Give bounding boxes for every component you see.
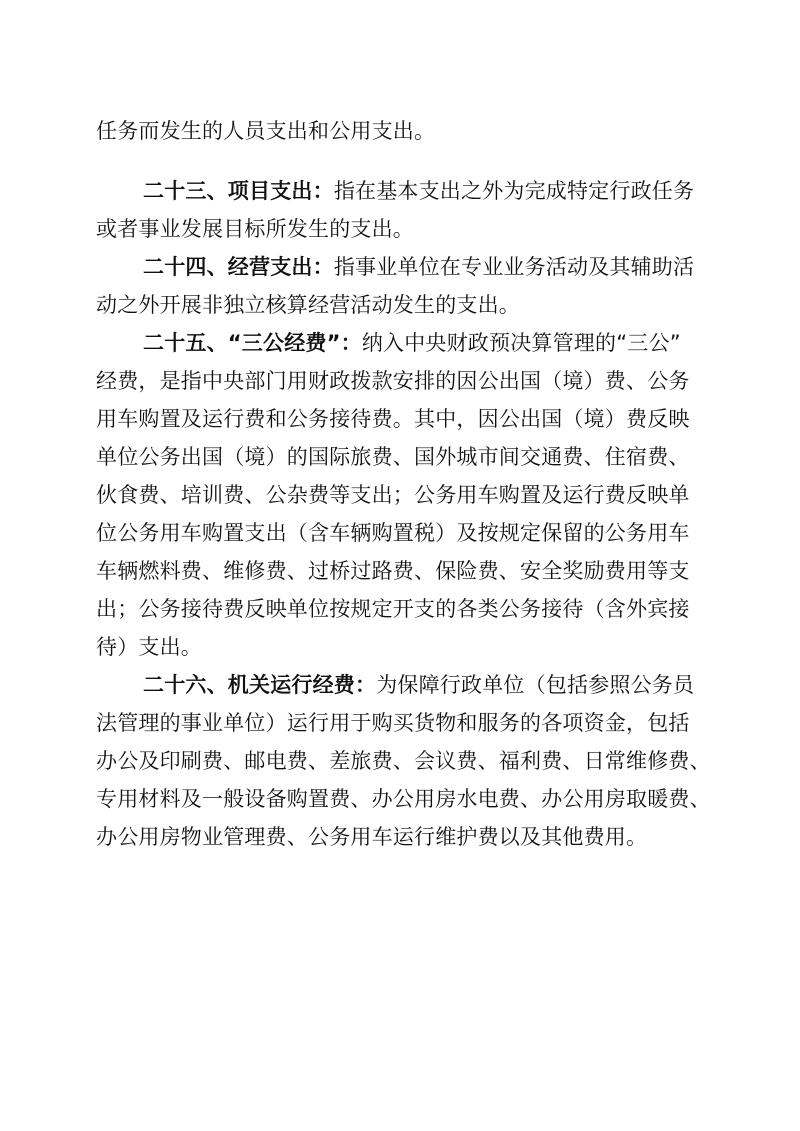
term-heading: 二十六、机关运行经费： bbox=[143, 673, 377, 697]
line-text: 待）支出。 bbox=[96, 635, 202, 659]
line-text: 或者事业发展目标所发生的支出。 bbox=[96, 217, 414, 241]
paragraph-line bbox=[143, 177, 694, 205]
line-text: 指在基本支出之外为完成特定行政任务 bbox=[333, 179, 695, 203]
line-text: 伙食费、培训费、公杂费等支出；公务用车购置及运行费反映单 bbox=[96, 483, 690, 507]
line-text: 为保障行政单位（包括参照公务员 bbox=[376, 673, 695, 697]
line-text: 专用材料及一般设备购置费、办公用房水电费、办公用房取暖费、 bbox=[96, 787, 711, 811]
paragraph-line bbox=[96, 519, 690, 547]
paragraph-line bbox=[96, 481, 690, 509]
paragraph-line bbox=[96, 291, 520, 319]
line-text: 出；公务接待费反映单位按规定开支的各类公务接待（含外宾接 bbox=[96, 597, 690, 621]
term-heading: 二十四、经营支出： bbox=[143, 255, 334, 279]
paragraph-line bbox=[96, 747, 711, 775]
term-heading: 二十三、项目支出： bbox=[143, 179, 334, 203]
paragraph-line bbox=[96, 557, 690, 585]
paragraph-line bbox=[96, 633, 202, 661]
line-text: 办公及印刷费、邮电费、差旅费、会议费、福利费、日常维修费、 bbox=[96, 749, 711, 773]
paragraph-line bbox=[96, 823, 647, 851]
paragraph-line bbox=[96, 785, 711, 813]
term-heading: 二十五、“三公经费”： bbox=[143, 331, 362, 355]
line-text: 车辆燃料费、维修费、过桥过路费、保险费、安全奖励费用等支 bbox=[96, 559, 690, 583]
line-text: 位公务用车购置支出（含车辆购置税）及按规定保留的公务用车 bbox=[96, 521, 690, 545]
line-text: 办公用房物业管理费、公务用车运行维护费以及其他费用。 bbox=[96, 825, 648, 849]
paragraph-line bbox=[96, 405, 690, 433]
paragraph-line bbox=[96, 595, 690, 623]
line-text: 单位公务出国（境）的国际旅费、国外城市间交通费、住宿费、 bbox=[96, 445, 690, 469]
paragraph-line bbox=[143, 253, 694, 281]
paragraph-line bbox=[96, 215, 414, 243]
line-text: 纳入中央财政预决算管理的“三公” bbox=[361, 331, 681, 355]
line-text: 用车购置及运行费和公务接待费。其中，因公出国（境）费反映 bbox=[96, 407, 690, 431]
line-text: 任务而发生的人员支出和公用支出。 bbox=[96, 119, 436, 143]
paragraph-line bbox=[143, 671, 694, 699]
line-text: 法管理的事业单位）运行用于购买货物和服务的各项资金，包括 bbox=[96, 711, 690, 735]
line-text: 经费，是指中央部门用财政拨款安排的因公出国（境）费、公务 bbox=[96, 369, 690, 393]
line-text: 动之外开展非独立核算经营活动发生的支出。 bbox=[96, 293, 520, 317]
paragraph-line bbox=[96, 117, 435, 145]
paragraph-line bbox=[96, 367, 690, 395]
paragraph-line bbox=[96, 443, 690, 471]
paragraph-line bbox=[143, 329, 681, 357]
line-text: 指事业单位在专业业务活动及其辅助活 bbox=[333, 255, 695, 279]
paragraph-line bbox=[96, 709, 690, 737]
